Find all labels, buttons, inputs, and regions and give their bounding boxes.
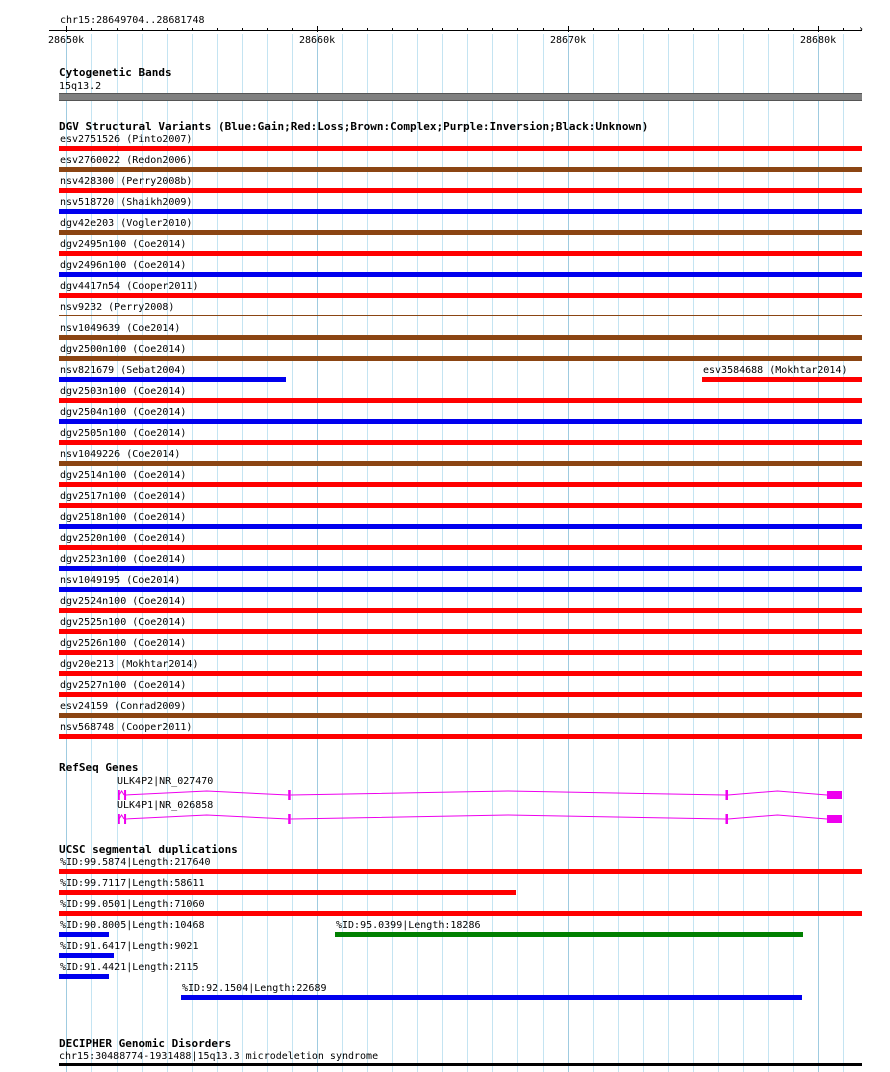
dgv-feature-label: esv24159 (Conrad2009) [60, 701, 187, 712]
gene-model[interactable] [118, 810, 845, 822]
segdup-feature-label: %ID:99.7117|Length:58611 [60, 878, 205, 889]
intron-line [291, 791, 726, 795]
dgv-feature-bar[interactable] [59, 230, 862, 235]
ruler-tick [91, 28, 92, 31]
dgv-feature-label: dgv2523n100 (Coe2014) [60, 554, 187, 565]
dgv-feature-label: dgv2527n100 (Coe2014) [60, 680, 187, 691]
segdup-feature-bar[interactable] [181, 995, 802, 1000]
dgv-feature-label: dgv2514n100 (Coe2014) [60, 470, 187, 481]
segdup-feature-bar[interactable] [59, 890, 516, 895]
dgv-feature-label: dgv2518n100 (Coe2014) [60, 512, 187, 523]
segdup-feature-bar[interactable] [59, 932, 109, 937]
dgv-feature-bar[interactable] [59, 167, 862, 172]
dgv-feature-bar[interactable] [59, 692, 862, 697]
exon-block [124, 814, 126, 824]
ruler-tick [843, 28, 844, 31]
dgv-feature-label: dgv2495n100 (Coe2014) [60, 239, 187, 250]
exon-block [288, 814, 291, 824]
dgv-feature-bar[interactable] [59, 315, 862, 316]
ruler-tick [643, 28, 644, 31]
ruler-tick [217, 28, 218, 31]
dgv-feature-label: nsv1049195 (Coe2014) [60, 575, 181, 586]
cytoband-bar[interactable] [59, 93, 862, 101]
exon-block [827, 815, 842, 823]
ruler-tick [618, 28, 619, 31]
exon-block [725, 790, 728, 800]
ruler-tick [693, 28, 694, 31]
dgv-feature-bar[interactable] [59, 734, 862, 739]
intron-line [125, 815, 288, 819]
dgv-feature-label: dgv2504n100 (Coe2014) [60, 407, 187, 418]
dgv-feature-label: esv2760022 (Redon2006) [60, 155, 193, 166]
ruler-tick [117, 28, 118, 31]
ruler-tick [818, 26, 819, 32]
dgv-feature-bar[interactable] [59, 566, 862, 571]
dgv-feature-bar[interactable] [59, 377, 286, 382]
ruler-tick [442, 28, 443, 31]
dgv-feature-bar[interactable] [59, 335, 862, 340]
ruler-tick [492, 28, 493, 31]
dgv-feature-bar[interactable] [59, 629, 862, 634]
dgv-feature-label: esv2751526 (Pinto2007) [60, 134, 193, 145]
dgv-feature-bar[interactable] [59, 713, 862, 718]
ruler-tick [342, 28, 343, 31]
ruler-tick [593, 28, 594, 31]
ruler-tick [568, 26, 569, 32]
dgv-feature-bar[interactable] [59, 356, 862, 361]
dgv-feature-label: dgv2505n100 (Coe2014) [60, 428, 187, 439]
intron-line [291, 815, 726, 819]
dgv-feature-label: dgv4417n54 (Cooper2011) [60, 281, 199, 292]
dgv-feature-bar[interactable] [59, 293, 862, 298]
dgv-feature-label: nsv9232 (Perry2008) [60, 302, 175, 313]
dgv-feature-label: dgv2525n100 (Coe2014) [60, 617, 187, 628]
intron-line [728, 815, 827, 819]
ruler-label: 28680k [800, 35, 837, 46]
gene-structure [118, 789, 845, 801]
ruler-axis-line [49, 30, 862, 31]
dgv-feature-label: dgv42e203 (Vogler2010) [60, 218, 193, 229]
segdup-feature-label: %ID:91.4421|Length:2115 [60, 962, 199, 973]
dgv-feature-label: nsv821679 (Sebat2004) [60, 365, 187, 376]
ruler-tick [167, 28, 168, 31]
dgv-feature-bar[interactable] [59, 482, 862, 487]
dgv-feature-bar[interactable] [59, 188, 862, 193]
ruler-tick [267, 28, 268, 31]
dgv-feature-label: dgv2503n100 (Coe2014) [60, 386, 187, 397]
dgv-feature-bar[interactable] [59, 146, 862, 151]
dgv-feature-bar[interactable] [59, 503, 862, 508]
dgv-feature-bar[interactable] [59, 209, 862, 214]
decipher-bar[interactable] [59, 1063, 862, 1066]
dgv-feature-label: nsv1049639 (Coe2014) [60, 323, 181, 334]
decipher-label: chr15:30488774-1931488|15q13.3 microdeletion syndrome [59, 1051, 379, 1062]
dgv-feature-bar[interactable] [59, 272, 862, 277]
dgv-feature-label: dgv2496n100 (Coe2014) [60, 260, 187, 271]
dgv-feature-label: dgv2524n100 (Coe2014) [60, 596, 187, 607]
decipher-track-title[interactable]: DECIPHER Genomic Disorders [59, 1037, 232, 1050]
gene-model[interactable] [118, 786, 845, 798]
ruler-label: 28670k [550, 35, 587, 46]
exon-block [118, 790, 120, 800]
ruler-tick [192, 28, 193, 31]
dgv-feature-bar[interactable] [59, 587, 862, 592]
refseq-track-title[interactable]: RefSeq Genes [59, 761, 139, 774]
dgv-feature-bar[interactable] [702, 377, 862, 382]
segdup-feature-label: %ID:99.0501|Length:71060 [60, 899, 205, 910]
segdup-feature-bar[interactable] [59, 974, 109, 979]
ruler-tick [66, 26, 67, 32]
location-label: chr15:28649704..28681748 [60, 15, 205, 26]
intron-line [728, 791, 827, 795]
segdup-track-title[interactable]: UCSC segmental duplications [59, 843, 238, 856]
ruler-tick [543, 28, 544, 31]
dgv-feature-label: dgv2520n100 (Coe2014) [60, 533, 187, 544]
ruler-tick [292, 28, 293, 31]
dgv-feature-bar[interactable] [59, 608, 862, 613]
cytoband-label: 15q13.2 [59, 81, 102, 92]
segdup-feature-label: %ID:99.5874|Length:217640 [60, 857, 211, 868]
dgv-feature-bar[interactable] [59, 650, 862, 655]
segdup-feature-label: %ID:90.8005|Length:10468 [60, 920, 205, 931]
dgv-feature-bar[interactable] [59, 524, 862, 529]
ruler-tick [317, 26, 318, 32]
dgv-feature-bar[interactable] [59, 461, 862, 466]
dgv-feature-label: nsv518720 (Shaikh2009) [60, 197, 193, 208]
exon-block [827, 791, 842, 799]
dgv-feature-label: dgv2500n100 (Coe2014) [60, 344, 187, 355]
gene-label: ULK4P1|NR_026858 [117, 800, 214, 811]
exon-block [118, 814, 120, 824]
ruler-tick [367, 28, 368, 31]
exon-block [725, 814, 728, 824]
exon-block [124, 790, 126, 800]
ruler-tick [142, 28, 143, 31]
intron-line [119, 791, 124, 795]
ruler-tick [392, 28, 393, 31]
dgv-feature-bar[interactable] [59, 419, 862, 424]
dgv-feature-label: nsv568748 (Cooper2011) [60, 722, 193, 733]
dgv-feature-label: dgv20e213 (Mokhtar2014) [60, 659, 199, 670]
ruler-arrow-icon: › [858, 24, 865, 35]
segdup-feature-bar[interactable] [335, 932, 803, 937]
dgv-feature-label: dgv2526n100 (Coe2014) [60, 638, 187, 649]
dgv-feature-bar[interactable] [59, 440, 862, 445]
dgv-feature-label: esv3584688 (Mokhtar2014) [703, 365, 848, 376]
segdup-feature-label: %ID:92.1504|Length:22689 [182, 983, 327, 994]
segdup-feature-label: %ID:95.0399|Length:18286 [336, 920, 481, 931]
dgv-feature-bar[interactable] [59, 545, 862, 550]
dgv-track-title[interactable]: DGV Structural Variants (Blue:Gain;Red:Loss;Brown:Complex;Purple:Inversion;Black:Unknown) [59, 120, 649, 133]
exon-block [288, 790, 291, 800]
dgv-feature-bar[interactable] [59, 251, 862, 256]
ruler-tick [517, 28, 518, 31]
ruler-label: 28660k [299, 35, 336, 46]
ruler-tick [743, 28, 744, 31]
segdup-feature-bar[interactable] [59, 953, 114, 958]
gene-structure [118, 813, 845, 825]
intron-line [125, 791, 288, 795]
gene-label: ULK4P2|NR_027470 [117, 776, 214, 787]
dgv-feature-label: nsv1049226 (Coe2014) [60, 449, 181, 460]
intron-line [119, 815, 124, 819]
ruler-tick [417, 28, 418, 31]
ruler-tick [668, 28, 669, 31]
dgv-feature-label: nsv428300 (Perry2008b) [60, 176, 193, 187]
segdup-feature-label: %ID:91.6417|Length:9021 [60, 941, 199, 952]
segdup-feature-bar[interactable] [59, 911, 862, 916]
ruler-tick [793, 28, 794, 31]
dgv-feature-bar[interactable] [59, 398, 862, 403]
ruler-label: 28650k [48, 35, 85, 46]
ruler-tick [768, 28, 769, 31]
dgv-feature-bar[interactable] [59, 671, 862, 676]
ruler-tick [467, 28, 468, 31]
ruler-tick [718, 28, 719, 31]
segdup-feature-bar[interactable] [59, 869, 862, 874]
cytoband-track-title[interactable]: Cytogenetic Bands [59, 66, 172, 79]
ruler-tick [242, 28, 243, 31]
dgv-feature-label: dgv2517n100 (Coe2014) [60, 491, 187, 502]
